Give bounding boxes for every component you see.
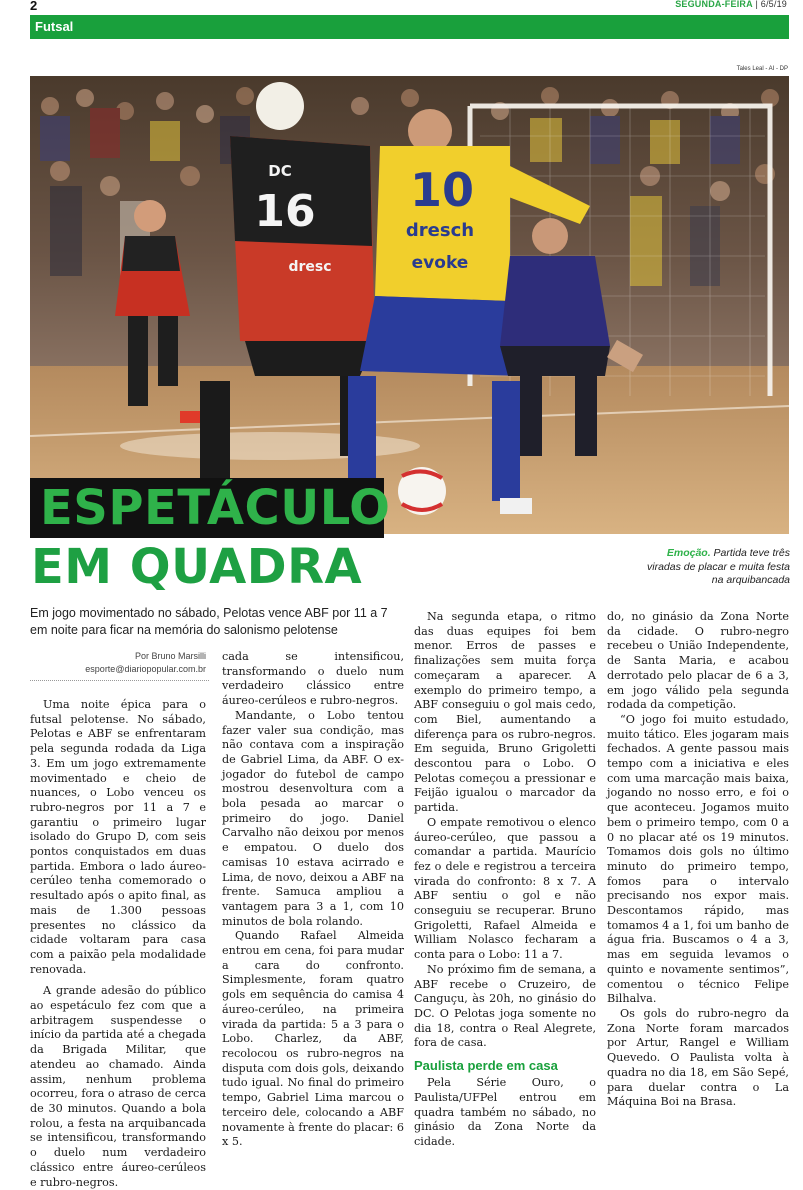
article-column-4 — [607, 610, 789, 1109]
paragraph: do, no ginásio da Zona Norte da cidade. O rubro-negro recebeu o União Independente, de Santa Maria, e acabou derrotado pelo placar de 6 a 3, em jogo válido pela segunda rodada da competição. — [607, 610, 789, 712]
photo-caption — [640, 547, 790, 588]
headline-line1: ESPETÁCULO — [40, 480, 391, 536]
page-number: 2 — [30, 0, 38, 13]
dateline: SEGUNDA-FEIRA | 6/5/19 — [675, 0, 787, 9]
jersey-16: 16 — [254, 186, 316, 237]
jersey-sponsor-yellow-1: dresch — [405, 220, 475, 241]
jersey-10: 10 — [409, 163, 475, 217]
byline-divider — [30, 680, 209, 681]
section-title: Futsal — [35, 19, 74, 34]
match-photo — [30, 76, 789, 534]
jersey-logo: DC — [268, 162, 292, 180]
caption-lead: Emoção. — [666, 547, 711, 559]
ball — [398, 467, 446, 515]
paragraph: Os gols do rubro-negro da Zona Norte foram marcados por Artur, Rangel e William Quevedo. O Paulista volta à quadra no dia 18, em São Sepé, para duelar contra o La Máquina Boi na Brasa. — [607, 1006, 789, 1109]
jersey-sponsor-yellow-2: evoke — [411, 253, 469, 273]
date: 6/5/19 — [760, 0, 787, 9]
paragraph: A grande adesão do público ao espetáculo fez com que a arbitragem suspendesse o início da partida até a chegada da Brigada Militar, que atendeu ao chamado. Ainda assim, nenhum problema ocorreu, fora o atraso de cerca de 30 minutos. Quando a bola rolou, a festa na arquibancada se intensificou, transformando o duelo num verdadeiro clássico entre áureo-cerúleos e rubro-negros. — [30, 984, 206, 1189]
jersey-sponsor-red: dresc — [288, 259, 332, 275]
paragraph: “O jogo foi muito estudado, muito tático. Eles jogaram mais fechados. A gente passou mais tempo com a iniciativa e eles com uma marcação mais baixa, jogando no nosso erro, e foi o que aconteceu. Jogamos muito bem o primeiro tempo, com 0 a 0 no placar até os 19 minutos. Tomamos dois gols no último minuto do primeiro tempo, fomos para o intervalo precisando nos expor mais. Descontamos rápido, mas tomamos 4 a 1, foi um banho de água fria. Buscamos o 4 a 3, mas em seguida levamos o quinto e novamente sentimos”, comentou o técnico Felipe Bilhalva. — [607, 712, 789, 1006]
paragraph: cada se intensificou, transformando o duelo num verdadeiro clássico entre áureo-cerúleos e rubro-negros. — [222, 650, 404, 708]
caption-text: Partida teve três viradas de placar e muita festa na arquibancada — [647, 547, 790, 587]
byline — [85, 650, 206, 676]
paragraph: Mandante, o Lobo tentou fazer valer sua condição, mas não contava com a inspiração de Gabriel Lima, da ABF. O ex-jogador do futebol de campo mostrou desenvoltura com a bola pesada ao marcar o primeiro do jogo. Daniel Carvalho não deixou por menos e empatou. O duelo dos camisas 10 estava acirrado e Lima, de novo, deixou a ABF na frente. Samuca ampliou a vantagem para 3 a 1, com 10 minutos de bola rolando. — [222, 708, 404, 928]
paragraph: Na segunda etapa, o ritmo das duas equipes foi bem menor. Erros de passes e finalizações sem muita força começaram a aparecer. A exemplo do primeiro tempo, a ABF conseguiu o gol mais cedo, com Biel, aumentando a diferença para os rubro-negros. Em seguida, Bruno Grigoletti descontou para o Lobo. O Pelotas começou a pressionar e Feijão igualou o marcador da partida. — [414, 610, 596, 815]
photo-credit: Tales Leal - AI - DP — [736, 66, 788, 72]
article-column-2 — [222, 650, 404, 1149]
article-column-3 — [414, 610, 596, 1148]
article-subhead: Em jogo movimentado no sábado, Pelotas vence ABF por 11 a 7 em noite para ficar na memória do salonismo pelotense — [30, 606, 388, 638]
page-header — [0, 0, 803, 12]
byline-email[interactable]: esporte@diariopopular.com.br — [85, 664, 206, 675]
paragraph: Uma noite épica para o futsal pelotense. No sábado, Pelotas e ABF se enfrentaram pela segunda rodada da Liga 3. Em um jogo extremamente movimentado e cheio de nuances, o Lobo venceu os rubro-negros por 11 a 7 e garantiu o primeiro lugar isolado do Grupo D, com seis pontos conquistados em duas partida. Embora o lado áureo-cerúleo tenha comemorado o resultado após o apito final, as mais de 1.300 pessoas presentes no clássico da cidade voltaram para casa com a paixão pela modalidade renovada. — [30, 698, 206, 976]
headline-line2: EM QUADRA — [31, 539, 363, 595]
paragraph: Pela Série Ouro, o Paulista/UFPel entrou em quadra também no sábado, no ginásio da Zona Norte da cidade. — [414, 1076, 596, 1148]
byline-author: Por Bruno Marsilli — [134, 651, 206, 661]
headline-line1-box — [30, 478, 391, 538]
section-banner — [30, 15, 789, 39]
paragraph: No próximo fim de semana, a ABF recebe o Cruzeiro, de Canguçu, às 20h, no ginásio do DC. O Pelotas joga somente no dia 18, contra o Real Alegrete, fora de casa. — [414, 962, 596, 1050]
weekday: SEGUNDA-FEIRA — [675, 0, 753, 9]
subsection-title: Paulista perde em casa — [414, 1058, 558, 1074]
futsal-photo-illustration — [30, 76, 789, 534]
paragraph: Quando Rafael Almeida entrou em cena, foi para mudar a cara do confronto. Simplesmente, foram quatro gols em sequência do camisa 4 áureo-cerúleo, na primeira virada da partida: 5 a 3 para o Lobo. Charlez, da ABF, recolocou os rubro-negros na disputa com dois gols, deixando tudo igual. No final do primeiro tempo, Gabriel Lima marcou o terceiro dele, colocando a ABF novamente à frente do placar: 6 x 5. — [222, 929, 404, 1149]
paragraph: O empate remotivou o elenco áureo-cerúleo, que passou a comandar a partida. Maurício fez o dele e registrou a terceira virada do confronto: 8 x 7. A ABF sentiu o gol e não conseguiu se recuperar. Bruno Grigoletti, Rafael Almeida e William Nolasco fecharam a conta para o Lobo: 11 a 7. — [414, 815, 596, 962]
article-column-1 — [30, 698, 206, 1189]
